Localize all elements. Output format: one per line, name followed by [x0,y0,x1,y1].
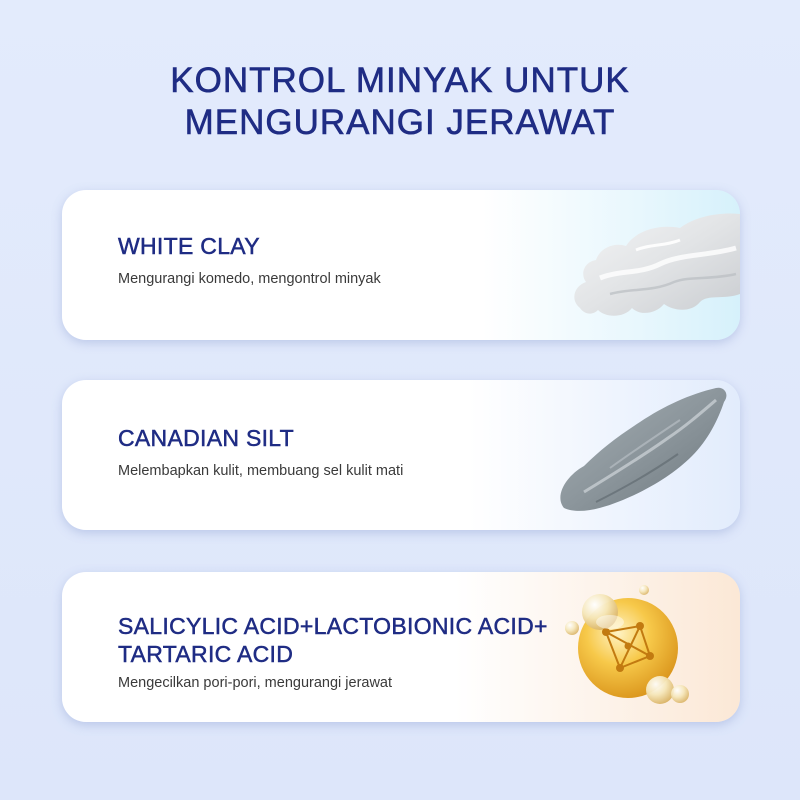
ingredient-description: Melembapkan kulit, membuang sel kulit mati [118,463,404,479]
ingredient-card-acid-complex [62,572,740,722]
acid-droplet-molecule-image [540,572,740,722]
ingredient-card-white-clay [62,190,740,340]
ingredient-title: CANADIAN SILT [118,425,295,451]
ingredient-title: SALICYLIC ACID+LACTOBIONIC ACID+ TARTARIC ACID [118,613,548,667]
ingredient-card-canadian-silt [62,380,740,530]
white-clay-swatch-image [540,190,740,340]
ingredient-description: Mengecilkan pori-pori, mengurangi jerawat [118,675,393,691]
ingredient-description: Mengurangi komedo, mengontrol minyak [118,271,381,287]
headline [0,60,800,144]
ingredient-title: WHITE CLAY [118,233,260,259]
headline-line-2: MENGURANGI JERAWAT [184,103,616,142]
canadian-silt-swatch-image [540,380,740,530]
headline-line-1: KONTROL MINYAK UNTUK [170,61,630,100]
